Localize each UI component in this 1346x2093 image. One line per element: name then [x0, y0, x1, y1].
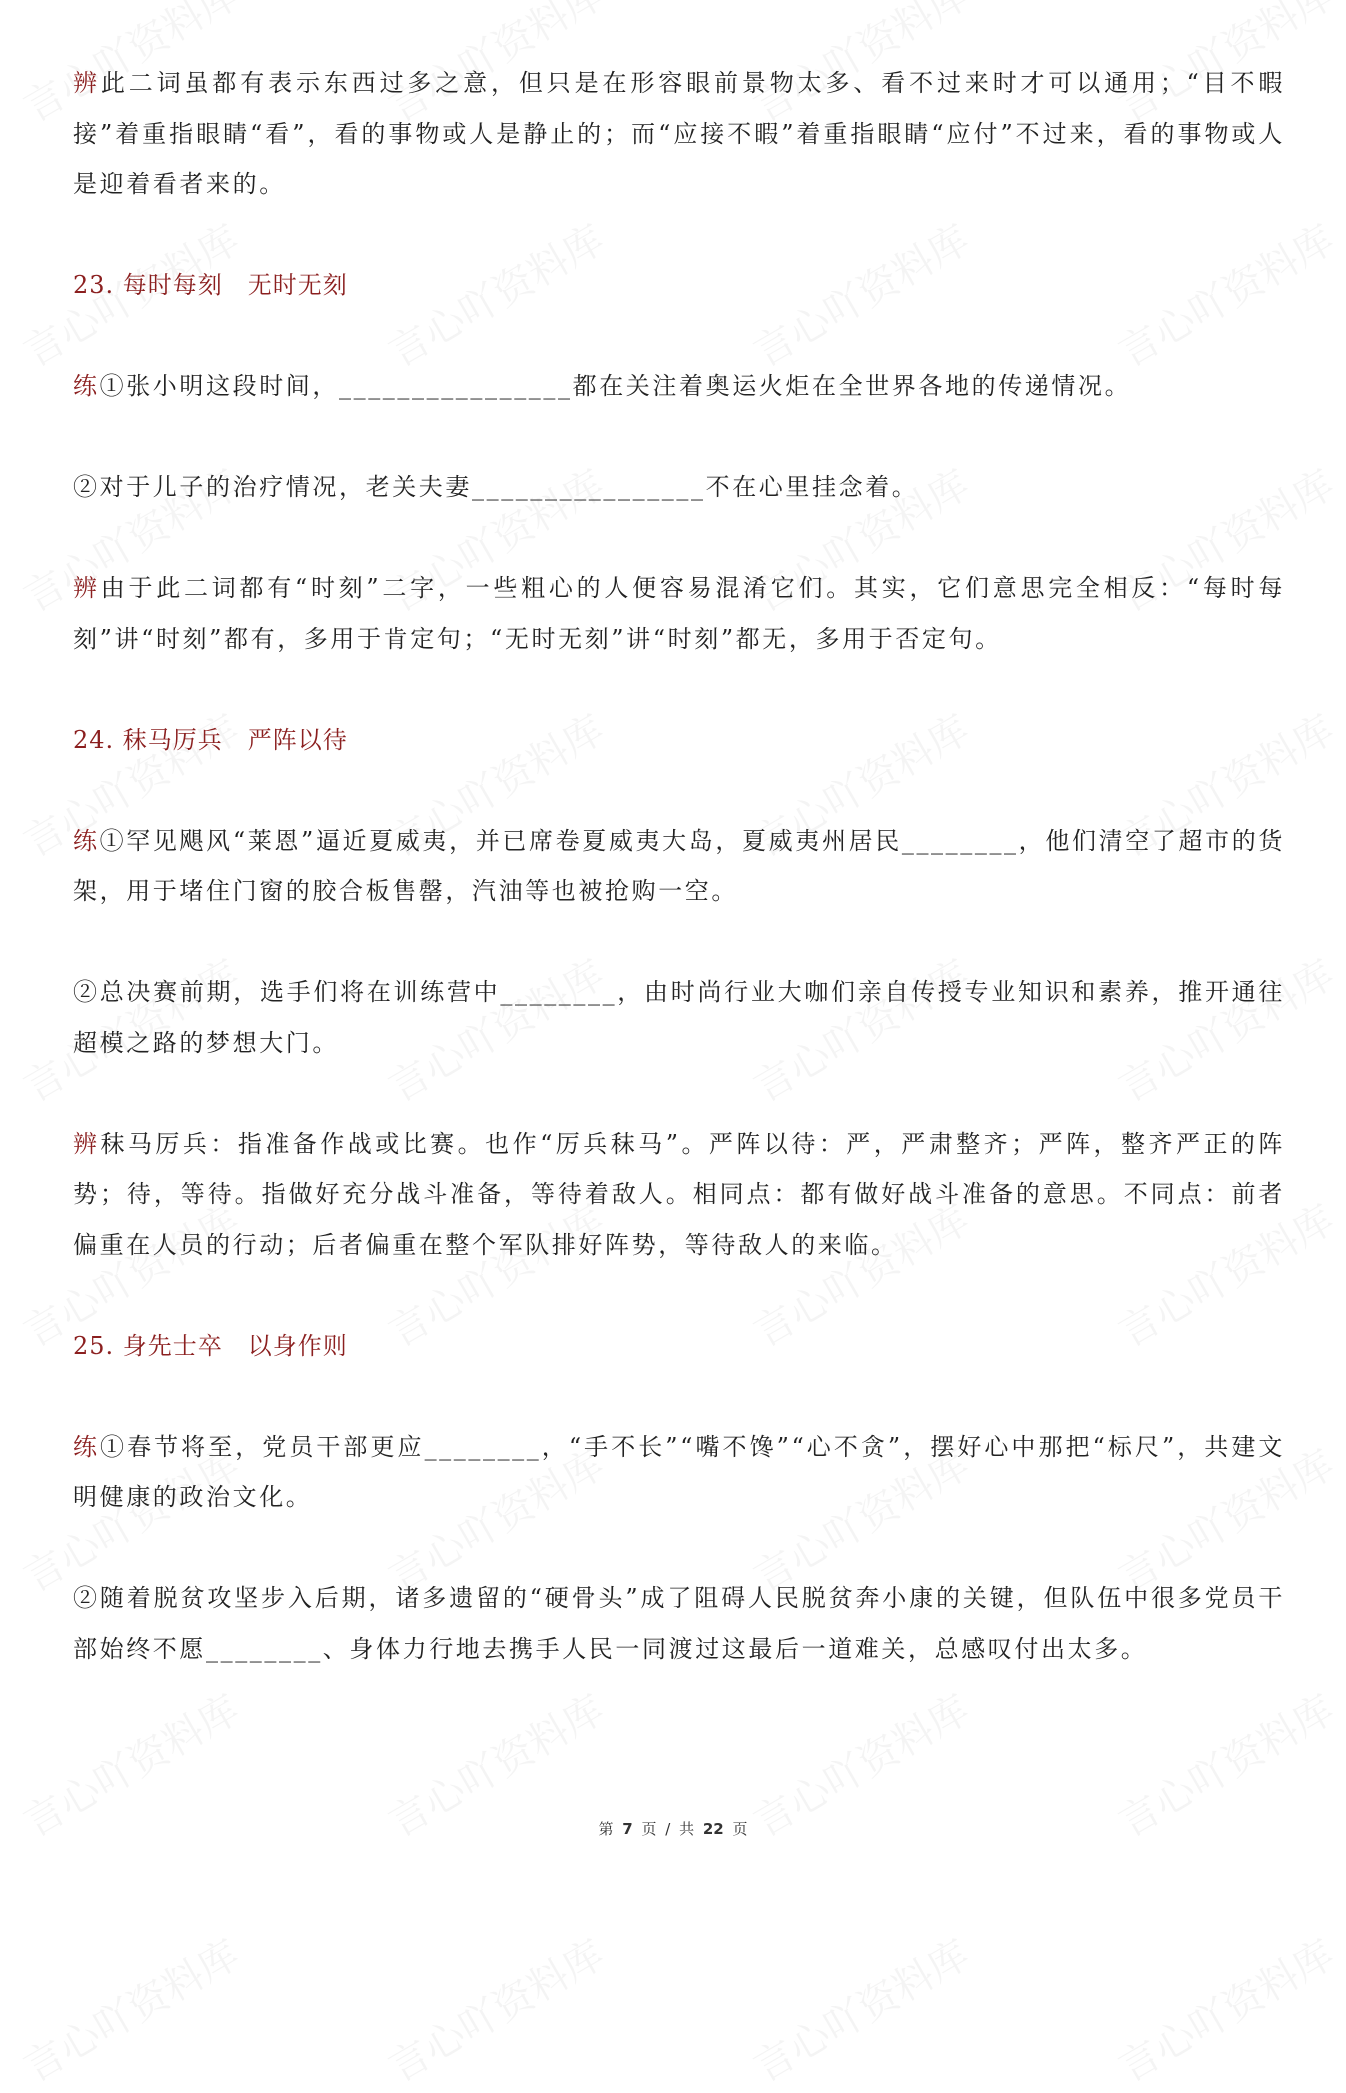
paragraph-text: ①罕见飓风“莱恩”逼近夏威夷，并已席卷夏威夷大岛，夏威夷州居民________，他们清空了超市的货架，用于堵住门窗的胶合板售罄，汽油等也被抢购一空。 — [73, 826, 1285, 905]
page-footer — [0, 1818, 1346, 1839]
paragraph-tag: 练 — [73, 372, 100, 400]
paragraph-text: ②随着脱贫攻坚步入后期，诸多遗留的“硬骨头”成了阻碍人民脱贫奔小康的关键，但队伍中很多党员干部始终不愿________、身体力行地去携手人民一同渡过这最后一道难关，总感叹付出太多。 — [73, 1584, 1285, 1663]
paragraph-tag: 辨 — [73, 574, 101, 602]
paragraph-text: 23. 每时每刻 无时无刻 — [73, 271, 348, 299]
paragraph — [73, 58, 1285, 210]
paragraph-text: 秣马厉兵：指准备作战或比赛。也作“厉兵秣马”。严阵以待：严，严肃整齐；严阵，整齐严正的阵势；待，等待。指做好充分战斗准备，等待着敌人。相同点：都有做好战斗准备的意思。不同点：前者偏重在人员的行动；后者偏重在整个军队排好阵势，等待敌人的来临。 — [73, 1129, 1285, 1259]
footer-mid: 页 / 共 — [641, 1820, 695, 1838]
document-body — [73, 58, 1285, 1725]
paragraph-text: 24. 秣马厉兵 严阵以待 — [73, 725, 348, 754]
paragraph — [73, 462, 1285, 513]
paragraph-text: ②总决赛前期，选手们将在训练营中________，由时尚行业大咖们亲自传授专业知识和素养，推开通往超模之路的梦想大门。 — [73, 978, 1285, 1057]
paragraph — [73, 1119, 1285, 1271]
total-pages: 22 — [702, 1820, 724, 1838]
paragraph — [73, 1573, 1285, 1674]
paragraph — [73, 967, 1285, 1068]
current-page: 7 — [622, 1820, 633, 1838]
paragraph — [73, 816, 1285, 917]
footer-prefix: 第 — [598, 1820, 614, 1838]
section-heading — [73, 1321, 1285, 1372]
paragraph — [73, 563, 1285, 664]
watermark-text — [377, 1924, 613, 2093]
paragraph-text: ②对于儿子的治疗情况，老关夫妻________________不在心里挂念着。 — [73, 473, 919, 501]
paragraph-text: 由于此二词都有“时刻”二字，一些粗心的人便容易混淆它们。其实，它们意思完全相反：“每时每刻”讲“时刻”都有，多用于肯定句；“无时无刻”讲“时刻”都无，多用于否定句。 — [73, 574, 1285, 653]
watermark-text — [1107, 1924, 1343, 2093]
paragraph-text: 25. 身先士卒 以身作则 — [73, 1331, 348, 1360]
section-heading — [73, 715, 1285, 766]
paragraph-text: ①春节将至，党员干部更应________，“手不长”“嘴不馋”“心不贪”，摆好心中那把“标尺”，共建文明健康的政治文化。 — [73, 1432, 1285, 1511]
paragraph-tag: 辨 — [73, 1129, 101, 1158]
paragraph-tag: 练 — [73, 1432, 101, 1461]
paragraph-text: 此二词虽都有表示东西过多之意，但只是在形容眼前景物太多、看不过来时才可以通用；“目不暇接”着重指眼睛“看”，看的事物或人是静止的；而“应接不暇”着重指眼睛“应付”不过来，看的事物或人是迎着看者来的。 — [73, 69, 1285, 198]
section-heading — [73, 260, 1285, 311]
watermark-text — [742, 1924, 978, 2093]
watermark-text — [12, 1924, 248, 2093]
paragraph-tag: 辨 — [73, 69, 101, 97]
paragraph-tag: 练 — [73, 826, 100, 855]
paragraph — [73, 361, 1285, 412]
paragraph-text: ①张小明这段时间，________________都在关注着奥运火炬在全世界各地的传递情况。 — [99, 372, 1132, 400]
footer-suffix: 页 — [732, 1820, 748, 1838]
paragraph — [73, 1422, 1285, 1523]
